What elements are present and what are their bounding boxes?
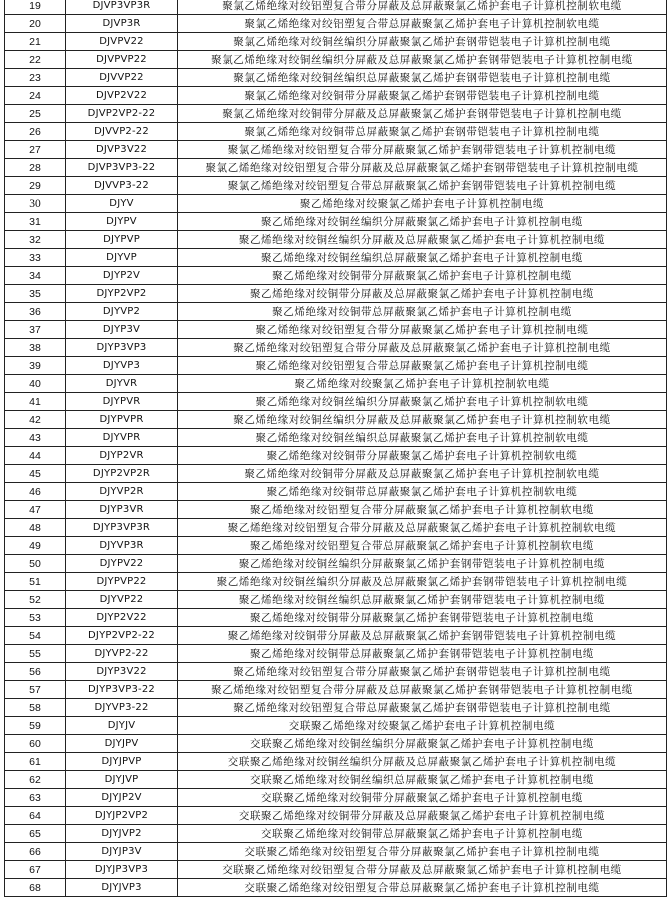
table-row <box>5 249 667 267</box>
model-code-cell: DJYPVP <box>66 231 178 249</box>
table-row <box>5 285 667 303</box>
table-row <box>5 141 667 159</box>
table-row <box>5 357 667 375</box>
model-code-cell: DJYPV <box>66 213 178 231</box>
model-code-cell: DJYP2VR <box>66 447 178 465</box>
row-number-cell: 37 <box>5 321 66 339</box>
table-row <box>5 339 667 357</box>
cable-description-cell: 交联聚乙烯绝缘对绞铜丝编织总屏蔽聚氯乙烯护套电子计算机控制电缆 <box>178 771 667 789</box>
row-number-cell: 46 <box>5 483 66 501</box>
cable-description-cell: 聚乙烯绝缘对绞铝塑复合带分屏蔽及总屏蔽聚氯乙烯护套钢带铠装电子计算机控制电缆 <box>178 681 667 699</box>
model-code-cell: DJYVP2-22 <box>66 645 178 663</box>
table-row <box>5 411 667 429</box>
cable-description-cell: 聚乙烯绝缘对绞铝塑复合带分屏蔽聚氯乙烯护套电子计算机控制软电缆 <box>178 501 667 519</box>
row-number-cell: 63 <box>5 789 66 807</box>
model-code-cell: DJYP3VR <box>66 501 178 519</box>
table-row <box>5 699 667 717</box>
cable-description-cell: 聚氯乙烯绝缘对绞铝塑复合带分屏蔽及总屏蔽聚氯乙烯护套钢带铠装电子计算机控制电缆 <box>178 159 667 177</box>
cable-description-cell: 聚乙烯绝缘对绞铜丝编织分屏蔽及总屏蔽聚氯乙烯护套钢带铠装电子计算机控制电缆 <box>178 573 667 591</box>
table-row <box>5 573 667 591</box>
row-number-cell: 66 <box>5 843 66 861</box>
table-row <box>5 807 667 825</box>
model-code-cell: DJYJPVP <box>66 753 178 771</box>
table-row <box>5 771 667 789</box>
row-number-cell: 23 <box>5 69 66 87</box>
model-code-cell: DJYP2VP2 <box>66 285 178 303</box>
model-code-cell: DJYV <box>66 195 178 213</box>
table-row <box>5 591 667 609</box>
row-number-cell: 38 <box>5 339 66 357</box>
table-row <box>5 429 667 447</box>
cable-description-cell: 聚乙烯绝缘对绞铜丝编织总屏蔽聚氯乙烯护套钢带铠装电子计算机控制电缆 <box>178 591 667 609</box>
cable-description-cell: 聚氯乙烯绝缘对绞铜丝编织总屏蔽聚氯乙烯护套钢带铠装电子计算机控制电缆 <box>178 69 667 87</box>
model-code-cell: DJVP3VP3R <box>66 0 178 15</box>
model-code-cell: DJYP3V <box>66 321 178 339</box>
cable-description-cell: 聚氯乙烯绝缘对绞铝塑复合带分屏蔽及总屏蔽聚氯乙烯护套电子计算机控制软电缆 <box>178 0 667 15</box>
model-code-cell: DJYP3VP3 <box>66 339 178 357</box>
cable-description-cell: 交联聚乙烯绝缘对绞铜带分屏蔽及总屏蔽聚氯乙烯护套电子计算机控制电缆 <box>178 807 667 825</box>
cable-description-cell: 聚氯乙烯绝缘对绞铜丝编织分屏蔽聚氯乙烯护套钢带铠装电子计算机控制电缆 <box>178 33 667 51</box>
cable-description-cell: 聚乙烯绝缘对绞铜带分屏蔽聚氯乙烯护套电子计算机控制软电缆 <box>178 447 667 465</box>
cable-description-cell: 聚氯乙烯绝缘对绞铝塑复合带总屏蔽聚氯乙烯护套钢带铠装电子计算机控制电缆 <box>178 177 667 195</box>
model-code-cell: DJYJVP2 <box>66 825 178 843</box>
row-number-cell: 44 <box>5 447 66 465</box>
model-code-cell: DJYVP22 <box>66 591 178 609</box>
row-number-cell: 58 <box>5 699 66 717</box>
row-number-cell: 24 <box>5 87 66 105</box>
table-row <box>5 213 667 231</box>
row-number-cell: 25 <box>5 105 66 123</box>
table-body <box>5 0 667 897</box>
cable-description-cell: 聚乙烯绝缘对绞铜丝编织分屏蔽及总屏蔽聚氯乙烯护套电子计算机控制电缆 <box>178 231 667 249</box>
table-row <box>5 483 667 501</box>
model-code-cell: DJYVP3-22 <box>66 699 178 717</box>
row-number-cell: 53 <box>5 609 66 627</box>
table-row <box>5 645 667 663</box>
row-number-cell: 20 <box>5 15 66 33</box>
model-code-cell: DJYJP3VP3 <box>66 861 178 879</box>
row-number-cell: 34 <box>5 267 66 285</box>
row-number-cell: 40 <box>5 375 66 393</box>
row-number-cell: 57 <box>5 681 66 699</box>
row-number-cell: 50 <box>5 555 66 573</box>
model-code-cell: DJYP3V22 <box>66 663 178 681</box>
table-row <box>5 393 667 411</box>
cable-description-cell: 聚乙烯绝缘对绞铝塑复合带总屏蔽聚氯乙烯护套电子计算机控制电缆 <box>178 357 667 375</box>
row-number-cell: 62 <box>5 771 66 789</box>
cable-description-cell: 聚乙烯绝缘对绞铜丝编织总屏蔽聚氯乙烯护套电子计算机控制电缆 <box>178 249 667 267</box>
row-number-cell: 67 <box>5 861 66 879</box>
table-row <box>5 159 667 177</box>
model-code-cell: DJVP3R <box>66 15 178 33</box>
cable-description-cell: 聚乙烯绝缘对绞聚氯乙烯护套电子计算机控制电缆 <box>178 195 667 213</box>
table-row <box>5 465 667 483</box>
row-number-cell: 33 <box>5 249 66 267</box>
cable-description-cell: 聚氯乙烯绝缘对绞铜带分屏蔽及总屏蔽聚氯乙烯护套钢带铠装电子计算机控制电缆 <box>178 105 667 123</box>
row-number-cell: 65 <box>5 825 66 843</box>
row-number-cell: 27 <box>5 141 66 159</box>
row-number-cell: 49 <box>5 537 66 555</box>
model-code-cell: DJYVP3R <box>66 537 178 555</box>
row-number-cell: 21 <box>5 33 66 51</box>
cable-description-cell: 交联聚乙烯绝缘对绞铝塑复合带分屏蔽及总屏蔽聚氯乙烯护套电子计算机控制电缆 <box>178 861 667 879</box>
cable-description-cell: 聚乙烯绝缘对绞聚氯乙烯护套电子计算机控制软电缆 <box>178 375 667 393</box>
table-row <box>5 267 667 285</box>
table-row <box>5 627 667 645</box>
cable-description-cell: 聚乙烯绝缘对绞铜带分屏蔽及总屏蔽聚氯乙烯护套电子计算机控制软电缆 <box>178 465 667 483</box>
table-row <box>5 69 667 87</box>
model-code-cell: DJYVP2 <box>66 303 178 321</box>
table-row <box>5 879 667 897</box>
model-code-cell: DJYVR <box>66 375 178 393</box>
table-row <box>5 321 667 339</box>
row-number-cell: 26 <box>5 123 66 141</box>
cable-description-cell: 聚氯乙烯绝缘对绞铜丝编织分屏蔽及总屏蔽聚氯乙烯护套钢带铠装电子计算机控制电缆 <box>178 51 667 69</box>
table-row <box>5 51 667 69</box>
table-row <box>5 303 667 321</box>
cable-description-cell: 交联聚乙烯绝缘对绞铝塑复合带总屏蔽聚氯乙烯护套电子计算机控制电缆 <box>178 879 667 897</box>
table-row <box>5 717 667 735</box>
table-row <box>5 609 667 627</box>
cable-description-cell: 聚乙烯绝缘对绞铜带分屏蔽聚氯乙烯护套钢带铠装电子计算机控制电缆 <box>178 609 667 627</box>
cable-description-cell: 交联聚乙烯绝缘对绞铜带分屏蔽聚氯乙烯护套电子计算机控制电缆 <box>178 789 667 807</box>
table-row <box>5 663 667 681</box>
model-code-cell: DJVPV22 <box>66 33 178 51</box>
row-number-cell: 36 <box>5 303 66 321</box>
model-code-cell: DJYP2VP2-22 <box>66 627 178 645</box>
row-number-cell: 51 <box>5 573 66 591</box>
model-code-cell: DJVVP22 <box>66 69 178 87</box>
table-row <box>5 231 667 249</box>
table-row <box>5 825 667 843</box>
cable-description-cell: 聚乙烯绝缘对绞铜带分屏蔽及总屏蔽聚氯乙烯护套钢带铠装电子计算机控制电缆 <box>178 627 667 645</box>
table-row <box>5 447 667 465</box>
cable-description-cell: 交联聚乙烯绝缘对绞铜丝编织分屏蔽及总屏蔽聚氯乙烯护套电子计算机控制电缆 <box>178 753 667 771</box>
model-code-cell: DJYPV22 <box>66 555 178 573</box>
model-code-cell: DJYPVR <box>66 393 178 411</box>
cable-description-cell: 聚氯乙烯绝缘对绞铜带总屏蔽聚氯乙烯护套钢带铠装电子计算机控制电缆 <box>178 123 667 141</box>
table-row <box>5 15 667 33</box>
row-number-cell: 31 <box>5 213 66 231</box>
model-code-cell: DJVP3V22 <box>66 141 178 159</box>
model-code-cell: DJVVP2-22 <box>66 123 178 141</box>
model-code-cell: DJYVP2R <box>66 483 178 501</box>
row-number-cell: 39 <box>5 357 66 375</box>
cable-description-cell: 聚氯乙烯绝缘对绞铝塑复合带总屏蔽聚氯乙烯护套电子计算机控制软电缆 <box>178 15 667 33</box>
model-code-cell: DJVP2V22 <box>66 87 178 105</box>
cable-description-cell: 聚乙烯绝缘对绞铜丝编织分屏蔽聚氯乙烯护套电子计算机控制电缆 <box>178 213 667 231</box>
model-code-cell: DJYP2V22 <box>66 609 178 627</box>
row-number-cell: 30 <box>5 195 66 213</box>
cable-description-cell: 聚乙烯绝缘对绞铝塑复合带总屏蔽聚氯乙烯护套钢带铠装电子计算机控制电缆 <box>178 699 667 717</box>
model-code-cell: DJYVP <box>66 249 178 267</box>
cable-description-cell: 聚乙烯绝缘对绞铜丝编织分屏蔽聚氯乙烯护套电子计算机控制软电缆 <box>178 393 667 411</box>
model-code-cell: DJYPVP22 <box>66 573 178 591</box>
row-number-cell: 48 <box>5 519 66 537</box>
cable-description-cell: 聚乙烯绝缘对绞铜带分屏蔽聚氯乙烯护套电子计算机控制电缆 <box>178 267 667 285</box>
model-code-cell: DJYJPV <box>66 735 178 753</box>
model-code-cell: DJYJP2V <box>66 789 178 807</box>
row-number-cell: 41 <box>5 393 66 411</box>
model-code-cell: DJVP3VP3-22 <box>66 159 178 177</box>
cable-description-cell: 聚乙烯绝缘对绞铜丝编织分屏蔽聚氯乙烯护套钢带铠装电子计算机控制电缆 <box>178 555 667 573</box>
table-row <box>5 87 667 105</box>
row-number-cell: 29 <box>5 177 66 195</box>
cable-description-cell: 交联聚乙烯绝缘对绞铝塑复合带分屏蔽聚氯乙烯护套电子计算机控制电缆 <box>178 843 667 861</box>
row-number-cell: 43 <box>5 429 66 447</box>
table-row <box>5 843 667 861</box>
row-number-cell: 54 <box>5 627 66 645</box>
cable-description-cell: 聚乙烯绝缘对绞铜带总屏蔽聚氯乙烯护套钢带铠装电子计算机控制电缆 <box>178 645 667 663</box>
table-row <box>5 519 667 537</box>
row-number-cell: 47 <box>5 501 66 519</box>
row-number-cell: 32 <box>5 231 66 249</box>
row-number-cell: 22 <box>5 51 66 69</box>
table-row <box>5 501 667 519</box>
row-number-cell: 68 <box>5 879 66 897</box>
table-row <box>5 555 667 573</box>
model-code-cell: DJYP2V <box>66 267 178 285</box>
row-number-cell: 42 <box>5 411 66 429</box>
cable-description-cell: 聚氯乙烯绝缘对绞铝塑复合带分屏蔽聚氯乙烯护套钢带铠装电子计算机控制电缆 <box>178 141 667 159</box>
row-number-cell: 55 <box>5 645 66 663</box>
cable-description-cell: 交联聚乙烯绝缘对绞铜丝编织分屏蔽聚氯乙烯护套电子计算机控制电缆 <box>178 735 667 753</box>
row-number-cell: 59 <box>5 717 66 735</box>
model-code-cell: DJYVP3 <box>66 357 178 375</box>
model-code-cell: DJVVP3-22 <box>66 177 178 195</box>
cable-description-cell: 聚乙烯绝缘对绞铜丝编织总屏蔽聚氯乙烯护套电子计算机控制软电缆 <box>178 429 667 447</box>
row-number-cell: 35 <box>5 285 66 303</box>
cable-description-cell: 聚乙烯绝缘对绞铝塑复合带分屏蔽聚氯乙烯护套钢带铠装电子计算机控制电缆 <box>178 663 667 681</box>
table-row <box>5 753 667 771</box>
table-row <box>5 195 667 213</box>
model-code-cell: DJYJV <box>66 717 178 735</box>
row-number-cell: 60 <box>5 735 66 753</box>
model-code-cell: DJYVPR <box>66 429 178 447</box>
table-row <box>5 123 667 141</box>
table-row <box>5 861 667 879</box>
table-row <box>5 537 667 555</box>
cable-description-cell: 交联聚乙烯绝缘对绞铜带总屏蔽聚氯乙烯护套电子计算机控制电缆 <box>178 825 667 843</box>
cable-description-cell: 聚乙烯绝缘对绞铜带总屏蔽聚氯乙烯护套电子计算机控制软电缆 <box>178 483 667 501</box>
cable-description-cell: 聚乙烯绝缘对绞铝塑复合带分屏蔽及总屏蔽聚氯乙烯护套电子计算机控制电缆 <box>178 339 667 357</box>
model-code-cell: DJVPVP22 <box>66 51 178 69</box>
cable-description-cell: 聚乙烯绝缘对绞铜丝编织分屏蔽及总屏蔽聚氯乙烯护套电子计算机控制软电缆 <box>178 411 667 429</box>
model-code-cell: DJYJP2VP2 <box>66 807 178 825</box>
cable-description-cell: 聚氯乙烯绝缘对绞铜带分屏蔽聚氯乙烯护套钢带铠装电子计算机控制电缆 <box>178 87 667 105</box>
cable-model-table <box>4 0 667 897</box>
table-row <box>5 0 667 15</box>
cable-description-cell: 聚乙烯绝缘对绞铜带分屏蔽及总屏蔽聚氯乙烯护套电子计算机控制电缆 <box>178 285 667 303</box>
table-row <box>5 177 667 195</box>
cable-description-cell: 聚乙烯绝缘对绞铝塑复合带分屏蔽聚氯乙烯护套电子计算机控制电缆 <box>178 321 667 339</box>
cable-description-cell: 聚乙烯绝缘对绞铜带总屏蔽聚氯乙烯护套电子计算机控制电缆 <box>178 303 667 321</box>
row-number-cell: 28 <box>5 159 66 177</box>
model-code-cell: DJYP2VP2R <box>66 465 178 483</box>
row-number-cell: 64 <box>5 807 66 825</box>
model-code-cell: DJYP3VP3-22 <box>66 681 178 699</box>
row-number-cell: 45 <box>5 465 66 483</box>
model-code-cell: DJYP3VP3R <box>66 519 178 537</box>
cable-description-cell: 聚乙烯绝缘对绞铝塑复合带总屏蔽聚氯乙烯护套电子计算机控制软电缆 <box>178 537 667 555</box>
model-code-cell: DJYPVPR <box>66 411 178 429</box>
row-number-cell: 61 <box>5 753 66 771</box>
table-row <box>5 789 667 807</box>
table-row <box>5 735 667 753</box>
table-row <box>5 33 667 51</box>
table-row <box>5 375 667 393</box>
row-number-cell: 52 <box>5 591 66 609</box>
row-number-cell: 19 <box>5 0 66 15</box>
model-code-cell: DJYJVP <box>66 771 178 789</box>
model-code-cell: DJYJP3V <box>66 843 178 861</box>
row-number-cell: 56 <box>5 663 66 681</box>
model-code-cell: DJVP2VP2-22 <box>66 105 178 123</box>
cable-description-cell: 聚乙烯绝缘对绞铝塑复合带分屏蔽及总屏蔽聚氯乙烯护套电子计算机控制软电缆 <box>178 519 667 537</box>
table-row <box>5 681 667 699</box>
table-row <box>5 105 667 123</box>
cable-description-cell: 交联聚乙烯绝缘对绞聚氯乙烯护套电子计算机控制电缆 <box>178 717 667 735</box>
model-code-cell: DJYJVP3 <box>66 879 178 897</box>
